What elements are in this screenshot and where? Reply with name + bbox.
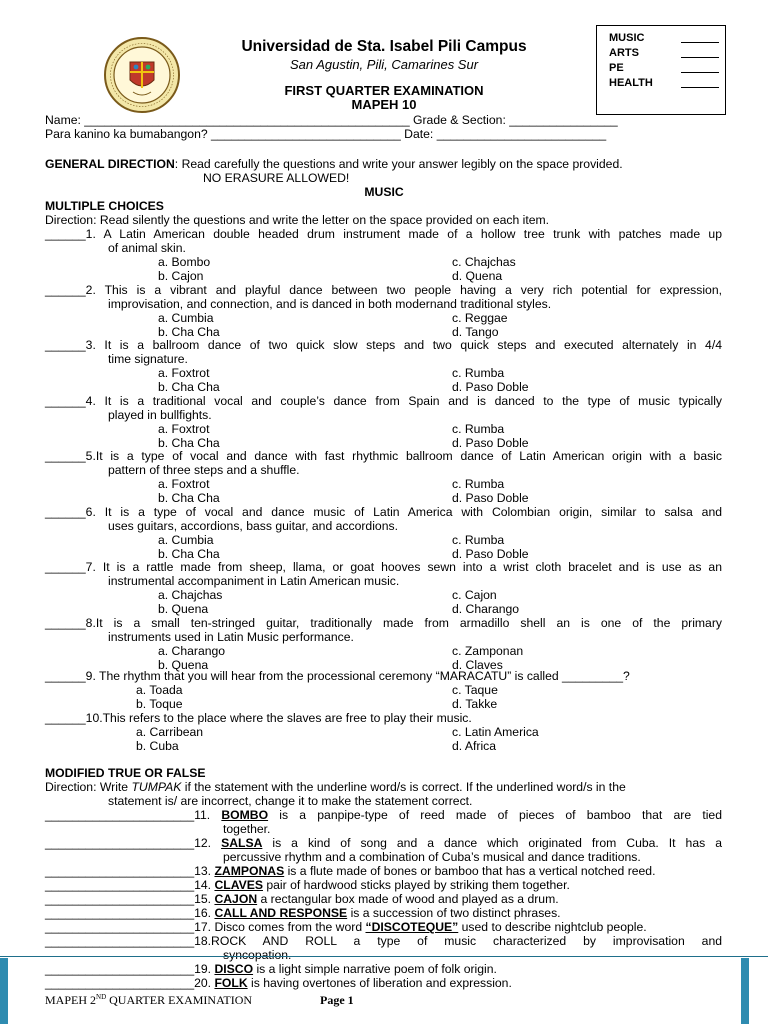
option-d: d. Quena [452, 269, 503, 283]
question-2-cont: improvisation, and connection, and is danced in both modernand traditional styles. [108, 297, 552, 311]
tf-item-11: ______________________11. BOMBO is a panpipe-type of reed made of pieces of bamboo that are tied [45, 808, 722, 822]
institution-address: San Agustin, Pili, Camarines Sur [289, 57, 479, 72]
option-a: a. Foxtrot [158, 477, 210, 491]
general-direction: GENERAL DIRECTION: Read carefully the questions and write your answer legibly on the space provided. [45, 157, 623, 171]
option-d: d. Paso Doble [452, 547, 529, 561]
option-c: c. Rumba [452, 477, 505, 491]
option-c: c. Latin America [452, 725, 539, 739]
tf-item-18: ______________________18.ROCK AND ROLL a type of music characterized by improvisation and [45, 934, 722, 948]
option-a: a. Cumbia [158, 533, 214, 547]
option-b: b. Cha Cha [158, 547, 220, 561]
option-a: a. Foxtrot [158, 422, 210, 436]
option-a: a. Cumbia [158, 311, 214, 325]
option-b: b. Cajon [158, 269, 204, 283]
true-false-title: MODIFIED TRUE OR FALSE [45, 766, 206, 780]
question-3-cont: time signature. [108, 352, 188, 366]
tf-item-11-cont: together. [223, 822, 271, 836]
multiple-choice-title: MULTIPLE CHOICES [45, 199, 164, 213]
score-blank[interactable] [681, 62, 719, 73]
question-3: ______3. It is a ballroom dance of two quick slow steps and two quick steps and executed alternately in 4/4 [45, 338, 722, 352]
option-b: b. Cha Cha [158, 380, 220, 394]
option-c: c. Rumba [452, 422, 505, 436]
question-4: ______4. It is a traditional vocal and couple’s dance from Spain and is danced to the type of music typically [45, 394, 722, 408]
option-b: b. Cha Cha [158, 325, 220, 339]
option-a: a. Charango [158, 644, 226, 658]
section-music-title: MUSIC [364, 185, 404, 199]
institution-name: Universidad de Sta. Isabel Pili Campus [241, 38, 527, 55]
option-a: a. Toada [136, 683, 183, 697]
tf-item-14: ______________________14. CLAVES pair of hardwood sticks played by striking them together. [45, 878, 570, 892]
tf-item-15: ______________________15. CAJON a rectangular box made of wood and played as a drum. [45, 892, 559, 906]
question-9: ______9. The rhythm that you will hear from the processional ceremony “MARACATU” is called _________? [45, 669, 630, 683]
true-false-direction: Direction: Write TUMPAK if the statement with the underline word/s is correct. If the underlined word/s in the [45, 780, 626, 794]
question-8: ______8.It is a small ten-stringed guitar, traditionally made from armadillo shell an is one of the primary [45, 616, 722, 630]
option-c: c. Rumba [452, 366, 505, 380]
option-b: b. Quena [158, 658, 209, 672]
score-blank[interactable] [681, 47, 719, 58]
score-row-pe: PE [609, 62, 624, 76]
option-b: b. Cuba [136, 739, 179, 753]
option-d: d. Charango [452, 602, 520, 616]
option-a: a. Carribean [136, 725, 204, 739]
question-6: ______6. It is a type of vocal and dance music of Latin America with Colombian origin, similar to salsa and [45, 505, 722, 519]
option-b: b. Cha Cha [158, 436, 220, 450]
option-c: c. Reggae [452, 311, 508, 325]
question-6-cont: uses guitars, accordions, bass guitar, and accordions. [108, 519, 398, 533]
option-d: d. Tango [452, 325, 499, 339]
score-row-health: HEALTH [609, 77, 653, 91]
question-2: ______2. This is a vibrant and playful dance between two people having a very rich potential for expression, [45, 283, 722, 297]
score-blank[interactable] [681, 32, 719, 43]
exam-subject: MAPEH 10 [351, 97, 417, 112]
footer-accent-right [741, 958, 749, 1024]
option-c: c. Taque [452, 683, 498, 697]
footer-accent-left [0, 958, 8, 1024]
tf-item-20: ______________________20. FOLK is having overtones of liberation and expression. [45, 976, 512, 990]
tf-item-13: ______________________13. ZAMPONAS is a flute made of bones or bamboo that has a vertical notched reed. [45, 864, 656, 878]
score-row-arts: ARTS [609, 47, 639, 61]
tf-item-16: ______________________16. CALL AND RESPONSE is a succession of two distinct phrases. [45, 906, 561, 920]
option-b: b. Toque [136, 697, 183, 711]
question-5: ______5.It is a type of vocal and dance with fast rhythmic ballroom dance of Latin American origin with a basic [45, 449, 722, 463]
question-1: ______1. A Latin American double headed drum instrument made of a hollow tree trunk with patches made up [45, 227, 722, 241]
option-d: d. Paso Doble [452, 380, 529, 394]
name-grade-line[interactable]: Name: ________________________________________________ Grade & Section: ________________ [45, 113, 618, 127]
tf-item-19: ______________________19. DISCO is a light simple narrative poem of folk origin. [45, 962, 497, 976]
option-a: a. Chajchas [158, 588, 223, 602]
option-a: a. Bombo [158, 255, 211, 269]
option-d: d. Africa [452, 739, 497, 753]
option-a: a. Foxtrot [158, 366, 210, 380]
footer-exam-label: MAPEH 2ND QUARTER EXAMINATION [45, 993, 253, 1007]
footer-divider [0, 956, 768, 957]
tf-item-17: ______________________17. Disco comes from the word “DISCOTEQUE” used to describe nightclub people. [45, 920, 647, 934]
option-b: b. Quena [158, 602, 209, 616]
question-7-cont: instrumental accompaniment in Latin American music. [108, 574, 400, 588]
true-false-direction-cont: statement is/ are incorrect, change it to make the statement correct. [108, 794, 473, 808]
option-c: c. Zamponan [452, 644, 524, 658]
question-10: ______10.This refers to the place where the slaves are free to play their music. [45, 711, 472, 725]
question-date-line[interactable]: Para kanino ka bumabangon? ____________________________ Date: _________________________ [45, 127, 607, 141]
tf-item-12: ______________________12. SALSA is a kind of song and a dance which originated from Cuba. It has a [45, 836, 722, 850]
option-d: d. Claves [452, 658, 503, 672]
no-erasure-note: NO ERASURE ALLOWED! [203, 171, 350, 185]
option-c: c. Cajon [452, 588, 497, 602]
question-8-cont: instruments used in Latin Music performance. [108, 630, 354, 644]
option-b: b. Cha Cha [158, 491, 220, 505]
tf-item-12-cont: percussive rhythm and a combination of Cuba’s musical and dance traditions. [223, 850, 641, 864]
question-4-cont: played in bullfights. [108, 408, 212, 422]
page-number: Page 1 [320, 993, 354, 1007]
multiple-choice-direction: Direction: Read silently the questions and write the letter on the space provided on each item. [45, 213, 550, 227]
question-7: ______7. It is a rattle made from sheep, llama, or goat hooves sewn into a wrist cloth bracelet and is use as an [45, 560, 722, 574]
score-row-music: MUSIC [609, 32, 644, 46]
option-c: c. Chajchas [452, 255, 516, 269]
tf-item-18-cont: syncopation. [223, 948, 292, 962]
option-d: d. Paso Doble [452, 491, 529, 505]
question-1-cont: of animal skin. [108, 241, 186, 255]
option-c: c. Rumba [452, 533, 505, 547]
question-5-cont: pattern of three steps and a shuffle. [108, 463, 300, 477]
exam-title: FIRST QUARTER EXAMINATION [284, 83, 484, 98]
option-d: d. Paso Doble [452, 436, 529, 450]
option-d: d. Takke [452, 697, 498, 711]
